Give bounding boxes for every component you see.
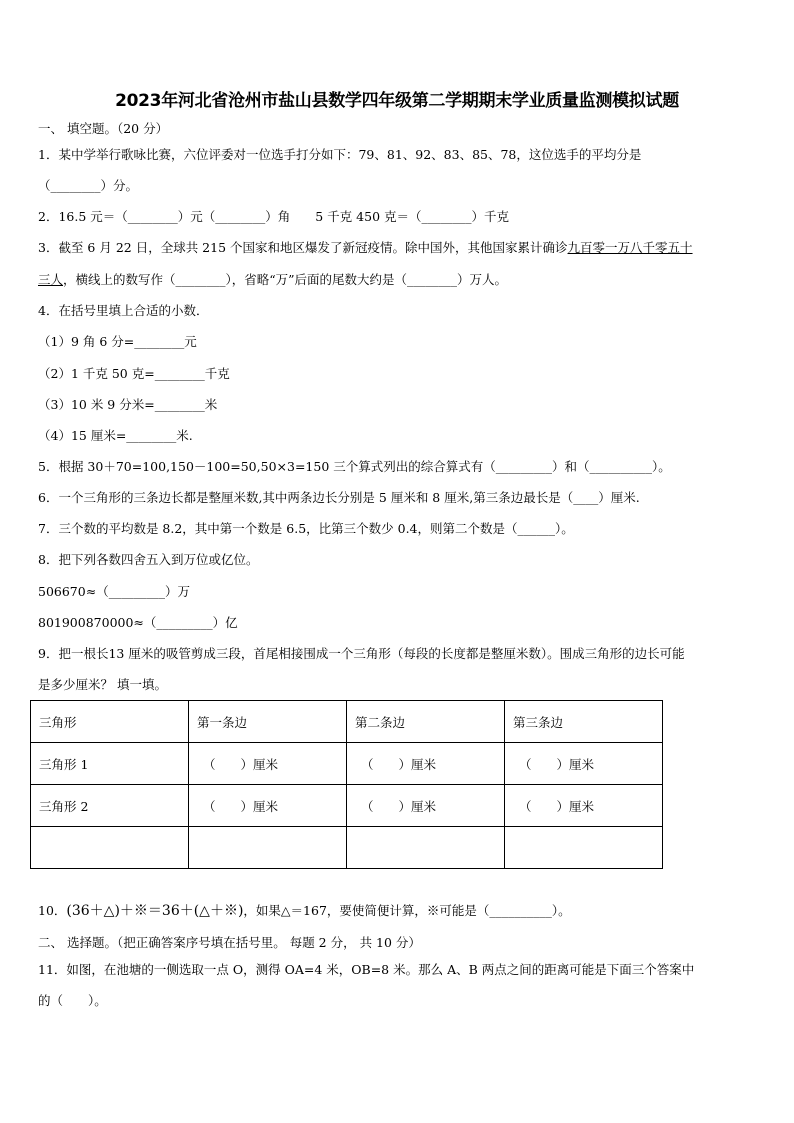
- question-10-number: 10．: [38, 903, 67, 918]
- question-3-underlined-number: 九百零一万八千零五十: [567, 240, 693, 255]
- question-9-line-1: 9．把一根长13 厘米的吸管剪成三段，首尾相接围成一个三角形（每段的长度都是整厘米数）。围成三角形的边长可能: [38, 646, 685, 661]
- question-3-line-2: [38, 272, 507, 288]
- question-1-line-1: 1．某中学举行歌咏比赛，六位评委对一位选手打分如下：79、81、92、83、85、78，这位选手的平均分是: [38, 147, 642, 162]
- table-header-cell: 第三条边: [505, 701, 663, 743]
- question-5: 5．根据 30＋70=100,150－100=50,50×3=150 三个算式列出的综合算式有（_________）和（__________）。: [38, 459, 671, 474]
- section-heading-fill-blank: 一、 填空题。（20 分）: [38, 121, 169, 136]
- question-8-item-1: 506670≈（_________）万: [38, 584, 190, 599]
- question-3-text-end: ，横线上的数写作（________），省略“万”后面的尾数大约是（________）万人。: [63, 272, 508, 287]
- table-cell: 三角形 1: [31, 743, 189, 785]
- table-row: [31, 827, 663, 869]
- question-11-line-1: 11．如图，在池塘的一侧选取一点 O，测得 OA=4 米，OB=8 米。那么 A、B 两点之间的距离可能是下面三个答案中: [38, 962, 695, 977]
- question-10-text: ，如果△＝167，要使简便计算，※可能是（__________）。: [243, 903, 571, 918]
- table-cell: [347, 827, 505, 869]
- table-cell: （ ）厘米: [347, 743, 505, 785]
- table-cell: （ ）厘米: [505, 743, 663, 785]
- question-3-text: 3．截至 6 月 22 日，全球共 215 个国家和地区爆发了新冠疫情。除中国外，其他国家累计确诊: [38, 240, 568, 255]
- table-header-cell: 第一条边: [189, 701, 347, 743]
- question-4-item-1: （1）9 角 6 分=________元: [38, 334, 197, 349]
- question-11-line-2: 的（ ）。: [38, 993, 107, 1008]
- question-2: 2．16.5 元＝（________）元（________）角 5 千克 450 克＝（________）千克: [38, 209, 509, 224]
- table-cell: [189, 827, 347, 869]
- table-header-cell: 三角形: [31, 701, 189, 743]
- table-header-row: [31, 701, 663, 743]
- triangle-side-table: [30, 700, 663, 869]
- question-3-line-1: [38, 240, 693, 256]
- table-cell: [505, 827, 663, 869]
- table-cell: 三角形 2: [31, 785, 189, 827]
- question-4-item-2: （2）1 千克 50 克=________千克: [38, 366, 230, 381]
- table-cell: （ ）厘米: [347, 785, 505, 827]
- question-8: 8．把下列各数四舍五入到万位或亿位。: [38, 552, 259, 567]
- table-header-cell: 第二条边: [347, 701, 505, 743]
- table-cell: （ ）厘米: [189, 785, 347, 827]
- table-cell: [31, 827, 189, 869]
- question-4: 4．在括号里填上合适的小数．: [38, 303, 209, 318]
- section-heading-multiple-choice: 二、 选择题。（把正确答案序号填在括号里。 每题 2 分， 共 10 分）: [38, 935, 421, 950]
- question-8-item-2: 801900870000≈（_________）亿: [38, 615, 238, 630]
- table-row: [31, 743, 663, 785]
- question-4-item-3: （3）10 米 9 分米=________米: [38, 397, 218, 412]
- question-10-formula: (36＋△)＋※＝36＋(△＋※): [66, 903, 244, 919]
- page-title: 2023年河北省沧州市盐山县数学四年级第二学期期末学业质量监测模拟试题: [115, 91, 679, 111]
- question-10: [38, 903, 571, 919]
- question-6: 6．一个三角形的三条边长都是整厘米数,其中两条边长分别是 5 厘米和 8 厘米,第三条边最长是（____）厘米.: [38, 490, 640, 505]
- table-cell: （ ）厘米: [189, 743, 347, 785]
- question-4-item-4: （4）15 厘米=________米.: [38, 428, 193, 443]
- question-7: 7．三个数的平均数是 8.2，其中第一个数是 6.5，比第三个数少 0.4，则第二个数是（______）。: [38, 521, 574, 536]
- question-1-line-2: （________）分。: [38, 178, 139, 193]
- table-cell: （ ）厘米: [505, 785, 663, 827]
- question-3-underlined-number-end: 三人: [38, 272, 64, 287]
- table-row: [31, 785, 663, 827]
- question-9-line-2: 是多少厘米？ 填一填。: [38, 677, 167, 692]
